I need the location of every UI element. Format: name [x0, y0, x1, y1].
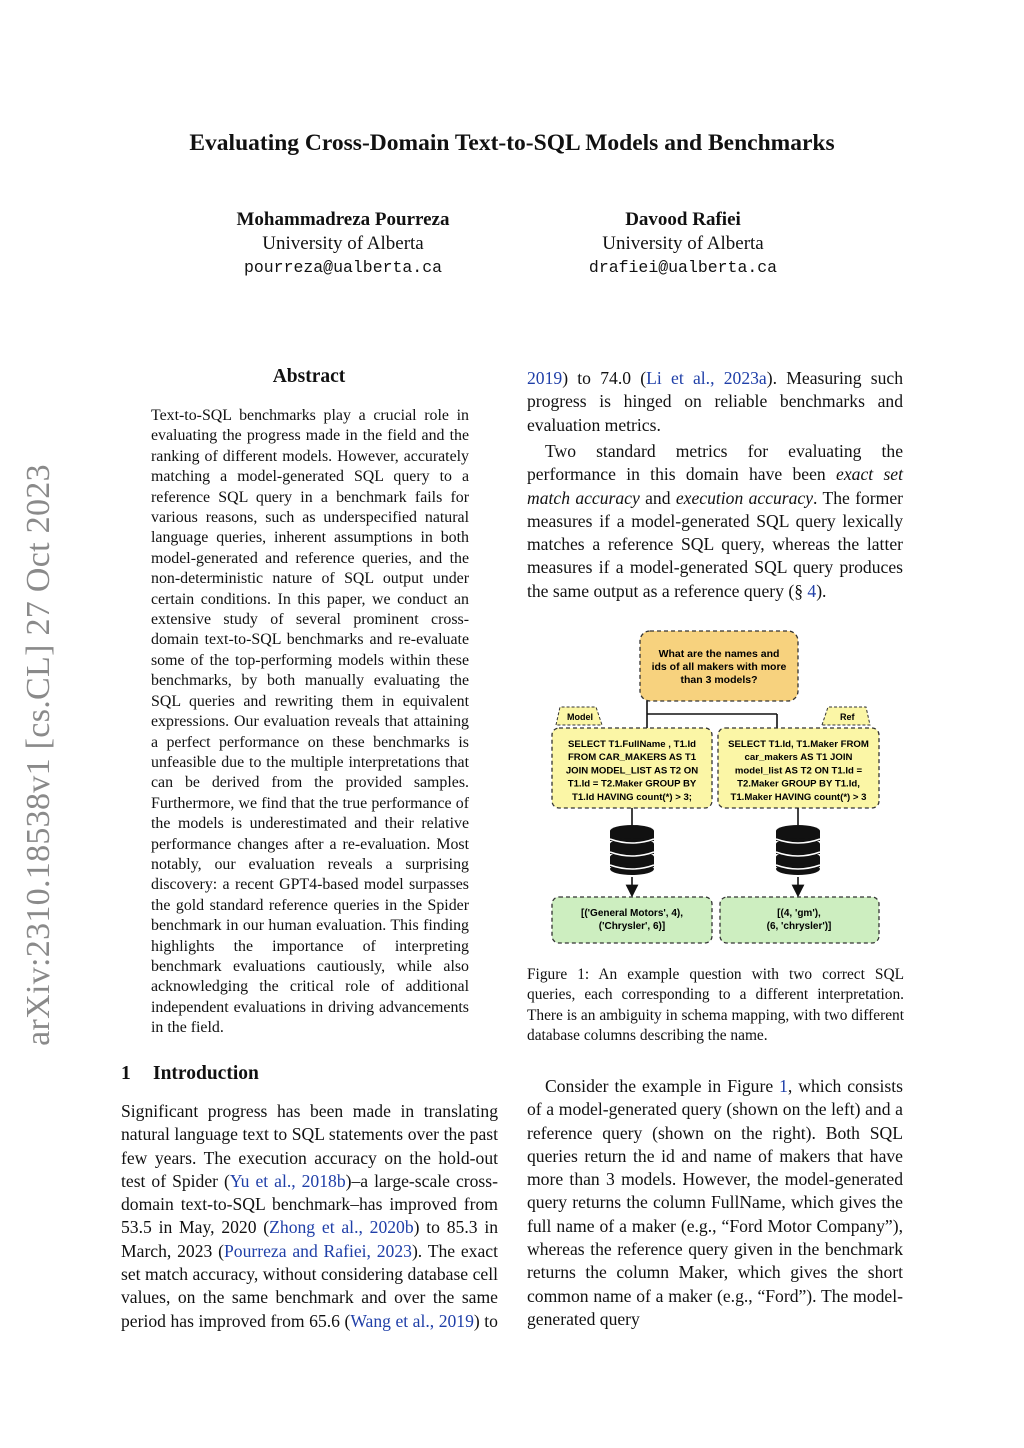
citation-link[interactable]: 4 — [807, 580, 817, 601]
section-number: 1 — [121, 1063, 131, 1084]
citation-link[interactable]: 1 — [779, 1076, 788, 1096]
sql-line: SELECT T1.Id, T1.Maker FROM — [728, 739, 869, 750]
model-tag-label: Model — [567, 712, 593, 722]
author-block-2 — [533, 208, 833, 280]
text-run: )–a large-scale cross-domain text-to-SQL benchmark–has improved from 53.5 in May, 2020 ( — [121, 1170, 498, 1238]
intro-paragraph-2-text — [527, 440, 903, 603]
author-name: Mohammadreza Pourreza — [236, 209, 450, 230]
figure-1-caption: Figure 1: An example question with two correct SQL queries, each corresponding to a different interpretation. There is an ambiguity in schema mapping, with two different database columns describing the name. — [527, 966, 904, 1044]
model-sql-text — [566, 739, 698, 803]
database-icon — [610, 825, 654, 875]
sql-line: JOIN MODEL_LIST AS T2 ON — [565, 765, 699, 777]
author-email[interactable]: pourreza@ualberta.ca — [243, 258, 443, 277]
abstract-heading: Abstract — [272, 366, 346, 387]
intro-paragraph-3 — [527, 1075, 903, 1331]
text-run: ). The exact set match accuracy, without considering database cell values, on the same benchmark and over the same period has improved from 65.6 ( — [121, 1240, 498, 1331]
section-title: Introduction — [153, 1063, 259, 1084]
sql-line: model_list AS T2 ON T1.Id = — [734, 765, 863, 777]
text-run: Two standard metrics for evaluating the performance in this domain have been — [527, 441, 903, 485]
sql-line: T1.Id HAVING count(*) > 3; — [571, 791, 693, 803]
author-email[interactable]: drafiei@ualberta.ca — [588, 258, 778, 277]
text-run: Consider the example in Figure — [545, 1076, 780, 1096]
sql-line: T2.Maker GROUP BY T1.Id, — [737, 778, 860, 790]
arxiv-stamp-text: arXiv:2310.18538v1 [cs.CL] 27 Oct 2023 — [20, 464, 57, 1046]
intro-paragraph-3-text — [527, 1075, 903, 1331]
text-run: exact set match accuracy — [527, 464, 903, 508]
sql-line: T1.Id = T2.Maker GROUP BY — [567, 778, 697, 790]
intro-paragraph-1-left — [121, 1100, 498, 1334]
text-run: ) to — [473, 1310, 498, 1331]
sql-line: FROM CAR_MAKERS AS T1 — [567, 752, 697, 764]
intro-paragraph-1-continued — [527, 367, 903, 437]
text-run: . The former measures if a model-generated SQL query lexically matches a reference SQL query, whereas the latter measures if a model-generated SQL query produces the same output as a reference query (§ — [527, 487, 903, 601]
text-run: Significant progress has been made in translating natural language text to SQL statements over the past few years. The execution accuracy on the hold-out test of Spider ( — [121, 1101, 498, 1191]
intro-paragraph-1 — [121, 1100, 498, 1334]
figure-1 — [540, 625, 890, 955]
text-run: execution accuracy — [675, 487, 814, 508]
ref-result-box — [720, 897, 879, 943]
intro-paragraph-1-right — [527, 367, 903, 437]
sql-line: SELECT T1.FullName , T1.Id — [568, 739, 696, 750]
question-line-2: ids of all makers with more — [651, 661, 787, 673]
citation-link[interactable]: Wang et al., 2019 — [350, 1310, 474, 1331]
citation-link[interactable]: Li et al., 2023a — [646, 367, 767, 388]
text-run: ). Measuring such progress is hinged on reliable benchmarks and evaluation metrics. — [527, 367, 903, 435]
abstract-text: Text-to-SQL benchmarks play a crucial role in evaluating the progress made in the field and the ranking of different models. However, accurately matching a model-generated SQL query to a reference SQL query in a benchmark fails for various reasons, such as underspecified natural language queries, inherent assumptions in both model-generated and reference queries, and the non-deterministic nature of SQL output under certain conditions. In this paper, we conduct an extensive study of several prominent cross-domain text-to-SQL benchmarks and re-evaluate some of the top-performing models within these benchmarks, by both manually evaluating the SQL queries and rewriting them in equivalent expressions. Our evaluation reveals that attaining a perfect performance on these benchmarks is unfeasible due to the multiple interpretations that can be derived from the provided samples. Furthermore, we find that the true performance of the models is underestimated and their relative performance changes after a re-evaluation. Most notably, our evaluation reveals a surprising discovery: a recent GPT4-based model surpasses the gold standard reference queries in the Spider benchmark in our human evaluation. This finding highlights the importance of interpreting benchmark evaluations cautiously, while also acknowledging the critical role of additional independent evaluations in driving advancements in the field. — [151, 407, 469, 1037]
citation-link[interactable]: Pourreza and Rafiei, 2023 — [224, 1240, 412, 1261]
author-name: Davood Rafiei — [625, 209, 741, 230]
sql-line: T1.Maker HAVING count(*) > 3 — [730, 791, 867, 803]
ref-result-line-2: (6, 'chrysler')] — [766, 921, 832, 932]
ref-sql-text — [728, 739, 869, 803]
database-icon — [776, 825, 820, 875]
sql-line: car_makers AS T1 JOIN — [744, 752, 853, 764]
model-result-line-1: [('General Motors', 4), — [581, 908, 683, 919]
paper-title: Evaluating Cross-Domain Text-to-SQL Models and Benchmarks — [189, 130, 835, 156]
author-block-1 — [193, 208, 493, 280]
ref-tag-label: Ref — [840, 712, 855, 722]
model-result-box — [552, 897, 712, 943]
author-affiliation: University of Alberta — [602, 233, 764, 254]
citation-link[interactable]: Yu et al., 2018b — [229, 1170, 346, 1191]
section-heading-introduction — [121, 1063, 259, 1085]
ref-result-line-1: [(4, 'gm'), — [777, 908, 821, 919]
intro-paragraph-2 — [527, 440, 903, 603]
text-run: , which consists of a model-generated query (shown on the left) and a reference query (shown on the right). Both SQL queries return the id and name of makers that have more than 3 models. However, the model-generated query returns the column FullName, which gives the full name of a maker (e.g., “Ford Motor Company”), whereas the reference query given in the benchmark returns the column Maker, which gives the short common name of a maker (e.g., “Ford”). The model-generated query — [527, 1076, 903, 1329]
citation-link[interactable]: Zhong et al., 2020b — [269, 1217, 414, 1238]
author-affiliation: University of Alberta — [262, 233, 424, 254]
text-run: ) to 85.3 in March, 2023 ( — [121, 1217, 498, 1261]
model-result-line-2: ('Chrysler', 6)] — [598, 921, 666, 932]
text-run: and — [639, 487, 676, 508]
citation-link[interactable]: 2019 — [527, 367, 563, 388]
arxiv-stamp — [14, 455, 64, 1055]
text-run: ) to 74.0 ( — [562, 367, 647, 388]
figure-1-diagram — [540, 625, 890, 955]
question-line-3: than 3 models? — [680, 674, 758, 686]
text-run: ). — [816, 580, 827, 601]
question-line-1: What are the names and — [658, 648, 780, 660]
